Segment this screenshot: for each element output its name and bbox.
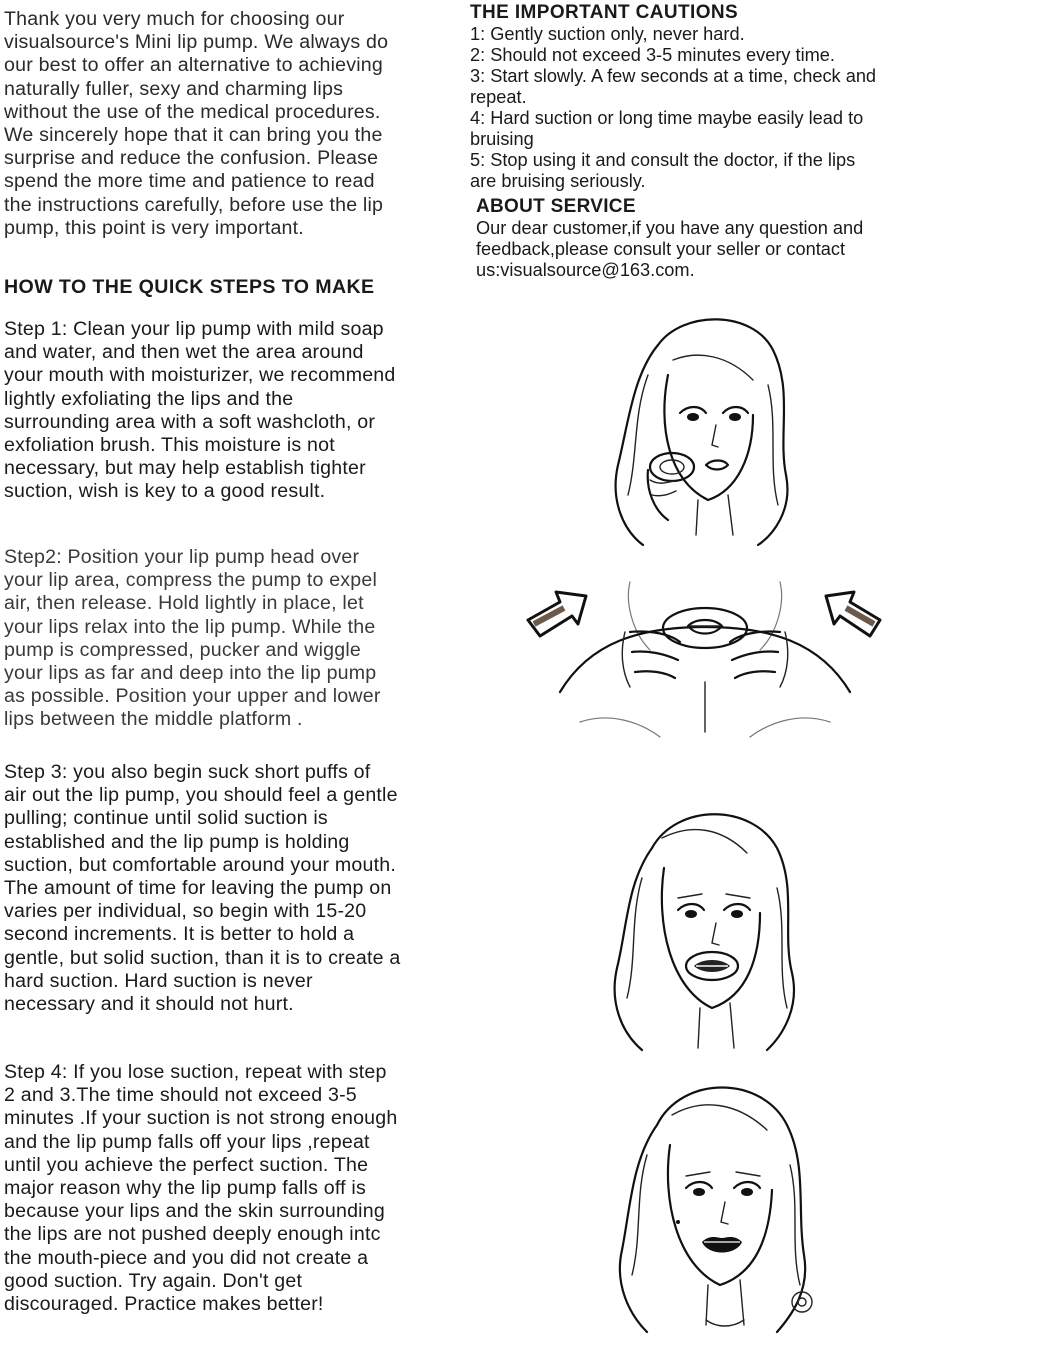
step-4-text: Step 4: If you lose suction, repeat with step 2 and 3.The time should not exceed 3-5 minutes .If your suction is not strong enough and the lip pump falls off your lips ,repeat until you achieve the perfect suction. The major reason why the lip pump falls off is because your lips and the skin surrounding the lips are not pushed deeply enough intc the mouth-piece and you did not create a good suction. Try again. Don't get discouraged. Practice makes better! bbox=[4, 1061, 398, 1316]
arrow-up-right-icon bbox=[528, 592, 586, 636]
cautions-title: THE IMPORTANT CAUTIONS bbox=[470, 2, 739, 23]
service-text: Our dear customer,if you have any question and feedback,please consult your seller or contact us:visualsource@163.com. bbox=[476, 218, 864, 280]
illustration-pump-on-lips bbox=[592, 798, 817, 1058]
intro-paragraph: Thank you very much for choosing our visualsource's Mini lip pump. We always do our best to offer an alternative to achieving naturally fuller, sexy and charming lips without the use of the medical procedures. We sincerely hope that it can bring you the surprise and reduce the confusion. Please spend the more time and patience to read the instructions carefully, before use the lip pump, this point is very important. bbox=[4, 8, 389, 239]
step-3-text: Step 3: you also begin suck short puffs of air out the lip pump, you should feel a gentle pulling; continue until solid suction is established and the lip pump is holding suction, but comfortable around your mouth. The amount of time for leaving the pump on varies per individual, so begin with 15-20 second increments. It is better to hold a gentle, but solid suction, than it is to create a hard suction. Hard suction is never necessary and it should not hurt. bbox=[4, 761, 401, 1016]
cautions-section bbox=[470, 2, 950, 281]
illustration-result-lips bbox=[602, 1070, 832, 1340]
service-title: ABOUT SERVICE bbox=[476, 196, 636, 217]
arrow-up-left-icon bbox=[826, 592, 880, 636]
caution-item: 1: Gently suction only, never hard. bbox=[470, 24, 745, 44]
step-2-text: Step2: Position your lip pump head over your lip area, compress the pump to expel air, then release. Hold lightly in place, let your lips relax into the lip pump. While the pump is compressed, pucker and wiggle your lips as far and deep into the lip pump as possible. Position your upper and lower lips between the middle platform . bbox=[4, 546, 381, 731]
caution-item: 3: Start slowly. A few seconds at a time, check and repeat. bbox=[470, 66, 877, 107]
caution-item: 5: Stop using it and consult the doctor, if the lips are bruising seriously. bbox=[470, 150, 856, 191]
steps-heading: HOW TO THE QUICK STEPS TO MAKE bbox=[4, 276, 375, 298]
illustration-pump-with-arrows bbox=[520, 572, 890, 742]
caution-item: 4: Hard suction or long time maybe easily lead to bruising bbox=[470, 108, 864, 149]
step-1-text: Step 1: Clean your lip pump with mild soap and water, and then wet the area around your mouth with moisturizer, we recommend lightly exfoliating the lips and the surrounding area with a soft washcloth, or exfoliation brush. This moisture is not necessary, but may help establish tighter suction, wish is key to a good result. bbox=[4, 318, 396, 503]
caution-item: 2: Should not exceed 3-5 minutes every time. bbox=[470, 45, 835, 65]
illustration-applying-pump bbox=[588, 305, 808, 550]
